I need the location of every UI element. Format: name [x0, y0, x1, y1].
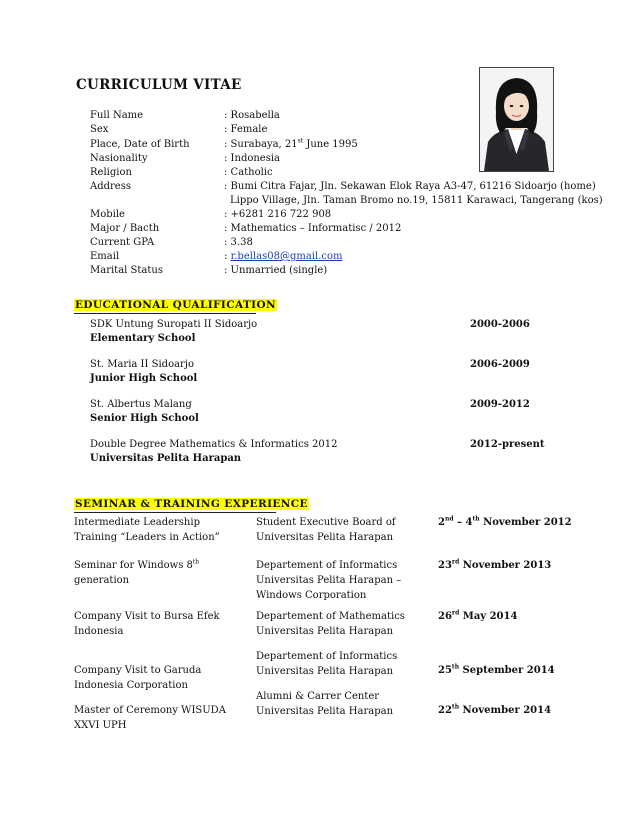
personal-label: Religion	[90, 167, 132, 178]
seminar-event: Indonesia	[74, 626, 124, 637]
seminar-date: 23rd November 2013	[438, 558, 552, 571]
education-school: SDK Untung Suropati II Sidoarjo	[90, 319, 258, 330]
profile-photo	[479, 67, 554, 172]
personal-label: Current GPA	[90, 237, 155, 248]
seminar-organizer: Student Executive Board of	[256, 517, 396, 528]
email-link[interactable]: r.bellas08@gmail.com	[230, 251, 343, 262]
seminar-event: Company Visit to Garuda	[74, 665, 202, 676]
personal-value: : +6281 216 722 908	[224, 209, 332, 220]
seminar-event: Company Visit to Bursa Efek	[74, 611, 220, 622]
education-years: 2006-2009	[470, 359, 530, 370]
seminar-event: generation	[74, 575, 130, 586]
seminar-event: Intermediate Leadership	[74, 517, 200, 528]
personal-value-continued: Lippo Village, Jln. Taman Bromo no.19, 15811 Karawaci, Tangerang (kos)	[230, 195, 603, 206]
seminar-organizer: Windows Corporation	[256, 590, 367, 601]
seminar-organizer: Universitas Pelita Harapan	[256, 706, 394, 717]
seminar-heading-underline	[74, 512, 276, 513]
seminar-organizer: Universitas Pelita Harapan	[256, 626, 394, 637]
personal-label: Sex	[90, 124, 109, 135]
seminar-organizer: Universitas Pelita Harapan	[256, 666, 394, 677]
seminar-event: Training “Leaders in Action”	[74, 532, 220, 543]
personal-value: : Rosabella	[224, 110, 280, 121]
seminar-date: 25th September 2014	[438, 663, 555, 676]
education-school: Double Degree Mathematics & Informatics 2012	[90, 439, 338, 450]
education-years: 2009-2012	[470, 399, 530, 410]
personal-label: Place, Date of Birth	[90, 139, 190, 150]
seminar-date: 2nd – 4th November 2012	[438, 515, 572, 528]
education-heading-underline	[74, 313, 256, 314]
seminar-organizer: Departement of Informatics	[256, 560, 398, 571]
personal-label: Marital Status	[90, 265, 163, 276]
personal-value: : Mathematics – Informatisc / 2012	[224, 223, 402, 234]
page-title: CURRICULUM VITAE	[76, 77, 242, 93]
personal-label: Major / Bacth	[90, 223, 160, 234]
seminar-date: 26rd May 2014	[438, 609, 518, 622]
personal-value: : r.bellas08@gmail.com	[224, 251, 343, 262]
education-heading: EDUCATIONAL QUALIFICATION	[75, 299, 277, 311]
seminar-event: XXVI UPH	[74, 720, 127, 731]
personal-value: : Female	[224, 124, 268, 135]
seminar-organizer: Departement of Informatics	[256, 651, 398, 662]
education-school: St. Maria II Sidoarjo	[90, 359, 194, 370]
education-level: Junior High School	[90, 373, 198, 384]
personal-value: : Indonesia	[224, 153, 281, 164]
seminar-event: Master of Ceremony WISUDA	[74, 705, 226, 716]
personal-label: Full Name	[90, 110, 144, 121]
personal-label: Nasionality	[90, 153, 148, 164]
education-level: Universitas Pelita Harapan	[90, 453, 242, 464]
seminar-event: Seminar for Windows 8th	[74, 558, 200, 571]
education-level: Senior High School	[90, 413, 199, 424]
personal-label: Address	[90, 181, 131, 192]
personal-value: : Bumi Citra Fajar, Jln. Sekawan Elok Raya A3-47, 61216 Sidoarjo (home)	[224, 181, 596, 192]
personal-value: : Surabaya, 21st June 1995	[224, 137, 358, 150]
seminar-heading: SEMINAR & TRAINING EXPERIENCE	[75, 498, 308, 510]
seminar-date: 22th November 2014	[438, 703, 552, 716]
seminar-organizer: Universitas Pelita Harapan	[256, 532, 394, 543]
personal-value: : Unmarried (single)	[224, 265, 328, 276]
seminar-organizer: Universitas Pelita Harapan –	[256, 575, 402, 586]
education-years: 2012-present	[470, 439, 545, 450]
personal-value: : Catholic	[224, 167, 273, 178]
personal-value: : 3.38	[224, 237, 253, 248]
seminar-event: Indonesia Corporation	[74, 680, 188, 691]
education-years: 2000-2006	[470, 319, 530, 330]
education-school: St. Albertus Malang	[90, 399, 192, 410]
personal-label: Email	[90, 251, 120, 262]
seminar-organizer: Alumni & Carrer Center	[256, 691, 380, 702]
seminar-organizer: Departement of Mathematics	[256, 611, 405, 622]
education-level: Elementary School	[90, 333, 196, 344]
personal-label: Mobile	[90, 209, 125, 220]
